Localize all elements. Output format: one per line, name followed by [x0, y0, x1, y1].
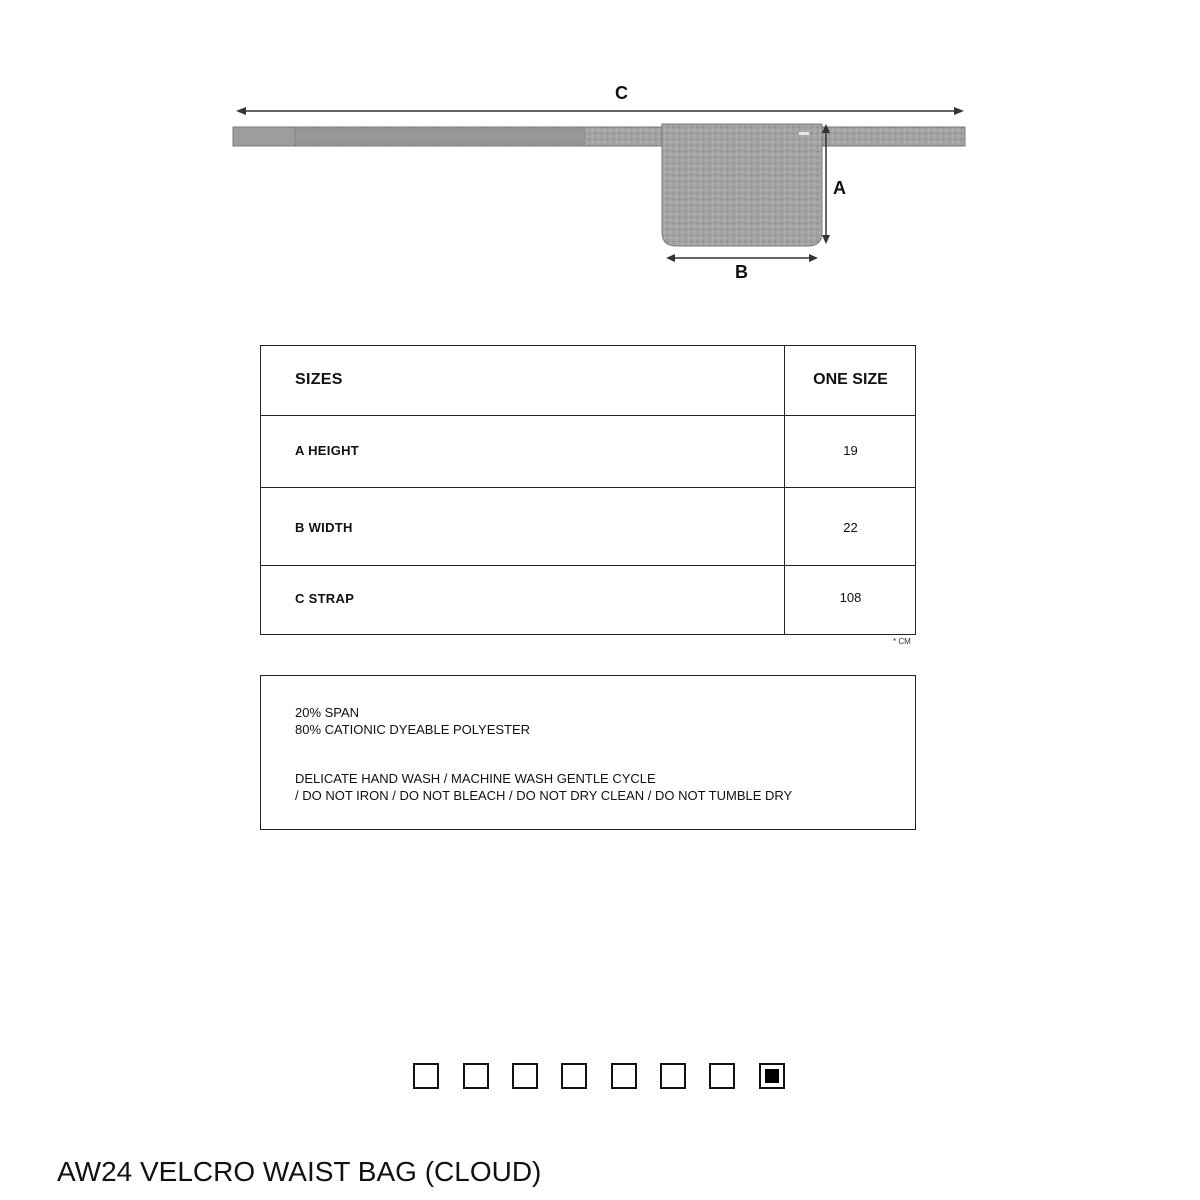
pagination-dot-4[interactable]	[561, 1063, 587, 1089]
height-label: A HEIGHT	[295, 443, 360, 458]
composition-line: 20% SPAN	[295, 705, 360, 720]
size-table-header-row	[261, 346, 915, 416]
width-dimension-arrow	[666, 254, 818, 262]
width-dimension-label: B	[735, 262, 748, 282]
pagination-dot-2[interactable]	[463, 1063, 489, 1089]
table-row	[261, 415, 915, 488]
product-title: AW24 VELCRO WAIST BAG (CLOUD)	[57, 1156, 542, 1187]
bag-pouch	[662, 124, 822, 246]
strap-label: C STRAP	[295, 591, 355, 606]
one-size-header: ONE SIZE	[813, 371, 888, 388]
size-table	[260, 345, 916, 635]
table-row	[261, 487, 915, 566]
width-label: B WIDTH	[295, 520, 353, 535]
pagination-dot-3[interactable]	[512, 1063, 538, 1089]
sizes-header: SIZES	[295, 371, 343, 388]
bag-diagram	[0, 0, 1200, 300]
composition-line: 80% CATIONIC DYEABLE POLYESTER	[295, 722, 531, 737]
bag-logo-tag	[799, 132, 809, 135]
strap-dimension-arrow	[236, 107, 964, 115]
bag-strap	[233, 127, 965, 146]
height-value: 19	[843, 443, 858, 458]
pagination-dot-6[interactable]	[660, 1063, 686, 1089]
height-dimension-label: A	[833, 178, 846, 198]
table-row	[261, 565, 915, 635]
strap-dimension-label: C	[615, 83, 628, 103]
pagination-dot-7[interactable]	[709, 1063, 735, 1089]
width-value: 22	[843, 520, 858, 535]
care-line: DELICATE HAND WASH / MACHINE WASH GENTLE CYCLE	[295, 771, 656, 786]
table-divider	[784, 346, 785, 634]
pagination-dot-1[interactable]	[413, 1063, 439, 1089]
pagination-dot-8-active[interactable]	[759, 1063, 785, 1089]
material-care-box	[260, 675, 916, 830]
pagination-dot-5[interactable]	[611, 1063, 637, 1089]
unit-note: * CM	[893, 637, 911, 646]
strap-value: 108	[839, 590, 862, 605]
care-line: / DO NOT IRON / DO NOT BLEACH / DO NOT DRY CLEAN / DO NOT TUMBLE DRY	[295, 788, 793, 803]
